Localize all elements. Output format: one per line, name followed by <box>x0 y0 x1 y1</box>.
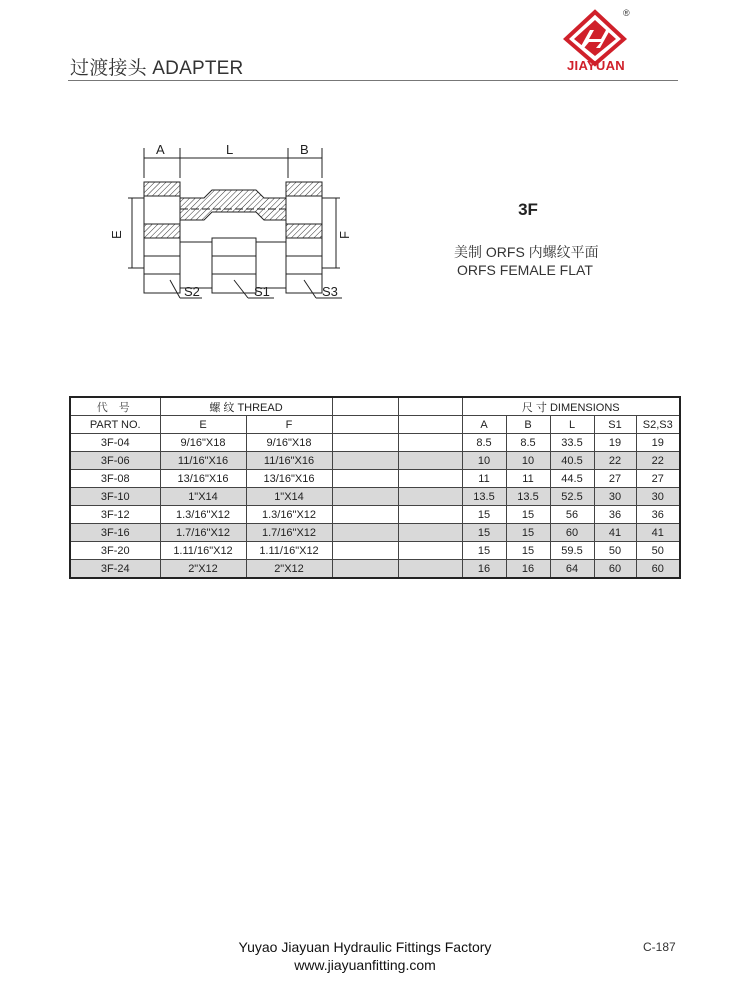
table-cell: 41 <box>594 524 636 542</box>
table-cell: 16 <box>462 560 506 579</box>
table-cell: 1.11/16"X12 <box>160 542 246 560</box>
product-desc-en: ORFS FEMALE FLAT <box>457 262 593 278</box>
table-row <box>70 524 680 542</box>
blank-cell <box>398 542 462 560</box>
table-cell: 3F-06 <box>70 452 160 470</box>
blank-cell <box>332 434 398 452</box>
blank-cell <box>332 452 398 470</box>
table-cell: 60 <box>550 524 594 542</box>
dimensions-header: 尺 寸 DIMENSIONS <box>462 397 680 416</box>
s3-label: S3 <box>322 284 338 299</box>
blank-cell <box>332 506 398 524</box>
blank-cell <box>332 524 398 542</box>
blank-cell <box>332 542 398 560</box>
table-row <box>70 452 680 470</box>
table-cell: 11 <box>462 470 506 488</box>
table-cell: 8.5 <box>462 434 506 452</box>
table-cell: 3F-10 <box>70 488 160 506</box>
dim-f-label: F <box>337 231 352 239</box>
s1-label: S1 <box>254 284 270 299</box>
table-cell: 11/16"X16 <box>160 452 246 470</box>
table-cell: 50 <box>594 542 636 560</box>
table-cell: 13.5 <box>506 488 550 506</box>
table-row <box>70 560 680 579</box>
table-cell: 9/16"X18 <box>160 434 246 452</box>
blank-cell <box>398 524 462 542</box>
blank-header-1 <box>332 397 398 416</box>
table-cell: 13/16"X16 <box>160 470 246 488</box>
table-cell: 15 <box>462 524 506 542</box>
table-cell: 30 <box>594 488 636 506</box>
code-header-cn: 代 号 <box>70 397 160 416</box>
table-cell: 1.7/16"X12 <box>246 524 332 542</box>
dim-e-label: E <box>109 230 124 239</box>
registered-mark: ® <box>623 8 630 18</box>
blank-cell <box>332 470 398 488</box>
table-cell: 15 <box>462 542 506 560</box>
blank-col-2 <box>398 416 462 434</box>
table-cell: 22 <box>594 452 636 470</box>
page-title: 过渡接头 ADAPTER <box>70 58 244 79</box>
table-cell: 44.5 <box>550 470 594 488</box>
table-cell: 27 <box>636 470 680 488</box>
table-cell: 13.5 <box>462 488 506 506</box>
dimensions-table <box>69 396 681 579</box>
table-cell: 1.7/16"X12 <box>160 524 246 542</box>
table-cell: 56 <box>550 506 594 524</box>
table-cell: 60 <box>594 560 636 579</box>
table-cell: 1.11/16"X12 <box>246 542 332 560</box>
table-cell: 64 <box>550 560 594 579</box>
table-cell: 22 <box>636 452 680 470</box>
table-cell: 19 <box>636 434 680 452</box>
thread-header: 螺 纹 THREAD <box>160 397 332 416</box>
col-e: E <box>160 416 246 434</box>
blank-cell <box>398 560 462 579</box>
blank-cell <box>332 488 398 506</box>
table-cell: 8.5 <box>506 434 550 452</box>
table-cell: 3F-24 <box>70 560 160 579</box>
col-s1: S1 <box>594 416 636 434</box>
blank-cell <box>398 488 462 506</box>
col-l: L <box>550 416 594 434</box>
col-part-no: PART NO. <box>70 416 160 434</box>
fitting-drawing <box>108 138 358 313</box>
table-cell: 13/16"X16 <box>246 470 332 488</box>
col-b: B <box>506 416 550 434</box>
table-cell: 1"X14 <box>160 488 246 506</box>
blank-cell <box>398 452 462 470</box>
table-cell: 11 <box>506 470 550 488</box>
table-cell: 3F-16 <box>70 524 160 542</box>
table-cell: 59.5 <box>550 542 594 560</box>
table-cell: 41 <box>636 524 680 542</box>
table-cell: 3F-04 <box>70 434 160 452</box>
table-cell: 11/16"X16 <box>246 452 332 470</box>
table-row <box>70 542 680 560</box>
table-cell: 60 <box>636 560 680 579</box>
table-row <box>70 506 680 524</box>
table-cell: 19 <box>594 434 636 452</box>
blank-cell <box>398 470 462 488</box>
table-cell: 15 <box>506 542 550 560</box>
table-cell: 36 <box>636 506 680 524</box>
col-f: F <box>246 416 332 434</box>
table-cell: 27 <box>594 470 636 488</box>
table-cell: 33.5 <box>550 434 594 452</box>
s2-label: S2 <box>184 284 200 299</box>
footer-company: Yuyao Jiayuan Hydraulic Fittings Factory <box>238 939 492 955</box>
blank-col-1 <box>332 416 398 434</box>
table-cell: 2"X12 <box>160 560 246 579</box>
table-row <box>70 470 680 488</box>
table-cell: 2"X12 <box>246 560 332 579</box>
table-cell: 30 <box>636 488 680 506</box>
table-cell: 15 <box>462 506 506 524</box>
col-s2-s3: S2,S3 <box>636 416 680 434</box>
table-cell: 15 <box>506 524 550 542</box>
dim-l-label: L <box>226 142 234 157</box>
table-cell: 3F-12 <box>70 506 160 524</box>
product-desc-cn: 美制 ORFS 内螺纹平面 <box>454 244 599 260</box>
col-a: A <box>462 416 506 434</box>
table-row <box>70 434 680 452</box>
dim-b-label: B <box>300 142 309 157</box>
table-cell: 16 <box>506 560 550 579</box>
table-row <box>70 488 680 506</box>
product-code: 3F <box>518 200 538 219</box>
table-cell: 15 <box>506 506 550 524</box>
table-cell: 10 <box>506 452 550 470</box>
table-cell: 3F-08 <box>70 470 160 488</box>
header-divider <box>68 80 678 81</box>
table-cell: 3F-20 <box>70 542 160 560</box>
blank-cell <box>332 560 398 579</box>
table-cell: 40.5 <box>550 452 594 470</box>
blank-cell <box>398 434 462 452</box>
table-cell: 9/16"X18 <box>246 434 332 452</box>
table-cell: 36 <box>594 506 636 524</box>
footer-url: www.jiayuanfitting.com <box>294 957 436 973</box>
blank-header-2 <box>398 397 462 416</box>
table-cell: 1.3/16"X12 <box>246 506 332 524</box>
page-number: C-187 <box>643 940 676 954</box>
table-cell: 1.3/16"X12 <box>160 506 246 524</box>
table-cell: 52.5 <box>550 488 594 506</box>
blank-cell <box>398 506 462 524</box>
table-cell: 10 <box>462 452 506 470</box>
table-cell: 50 <box>636 542 680 560</box>
brand-name: JIAYUAN <box>567 58 625 73</box>
dim-a-label: A <box>156 142 165 157</box>
table-cell: 1"X14 <box>246 488 332 506</box>
